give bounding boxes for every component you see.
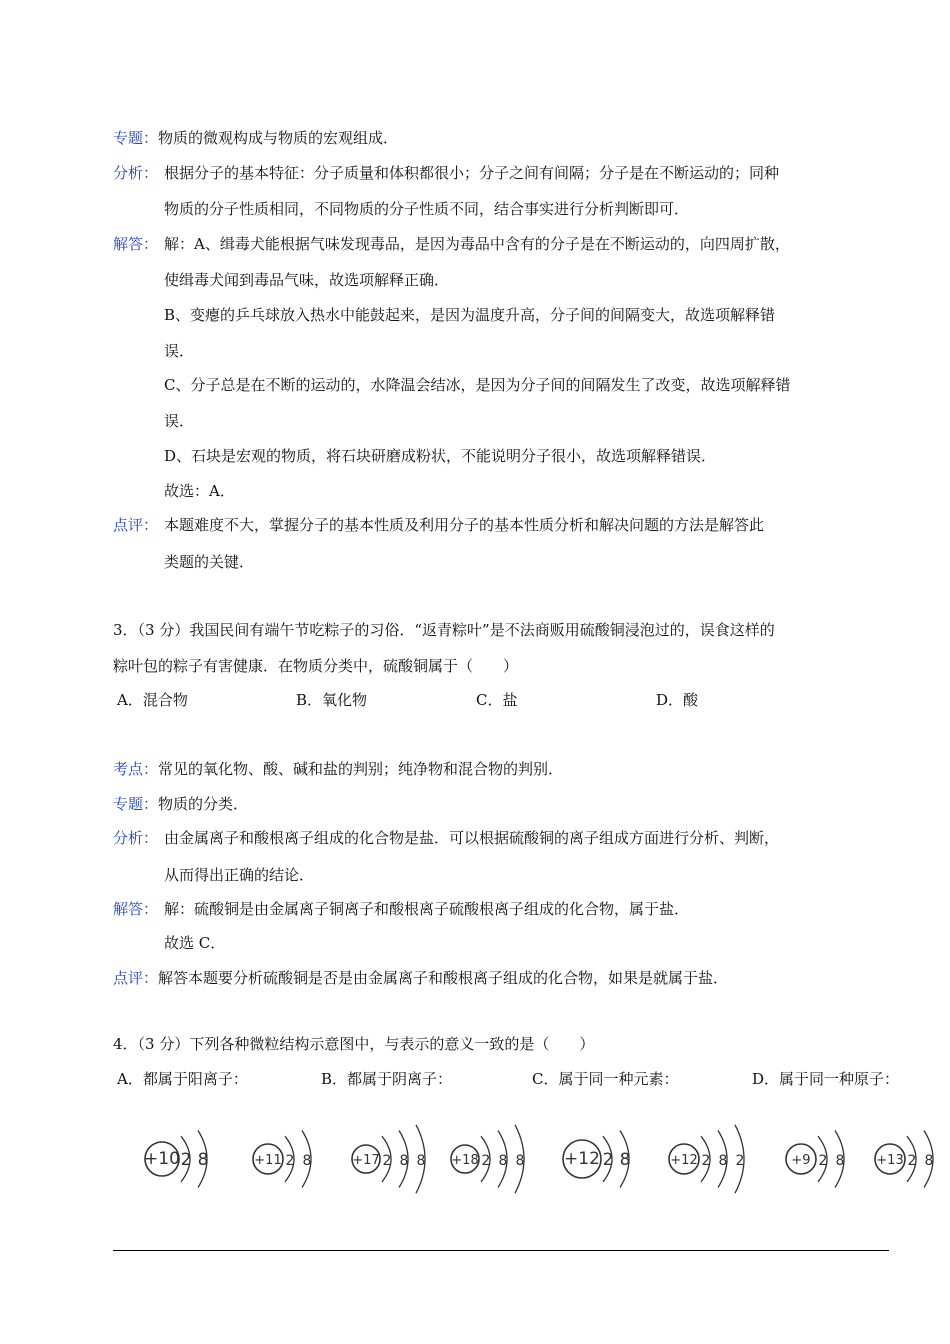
- q4-option-d: D．属于同一种原子：: [752, 1070, 900, 1088]
- answer-line: B、变瘪的乒乓球放入热水中能鼓起来，是因为温度升高，分子间的间隔变大，故选项解释错: [164, 306, 776, 324]
- q3-option-d: D．酸: [656, 691, 699, 709]
- q4-stem: 4．（3 分）下列各种微粒结构示意图中，与表示的意义一致的是（ ）: [113, 1035, 595, 1053]
- answer-line: 误．: [164, 412, 195, 430]
- nucleus-charge: +13: [876, 1153, 904, 1168]
- topic-text: 物质的微观构成与物质的宏观组成．: [158, 129, 399, 147]
- q3-stem-line: 3．（3 分）我国民间有端午节吃粽子的习俗．“返青粽叶”是不法商贩用硫酸铜浸泡过的，误食这样的: [113, 621, 775, 639]
- analysis-line: 根据分子的基本特征：分子质量和体积都很小；分子之间有间隔；分子是在不断运动的；同种: [164, 164, 780, 182]
- nucleus-charge: +12: [670, 1153, 698, 1168]
- comment-text: 解答本题要分析硫酸铜是否是由金属离子和酸根离子组成的化合物，如果是就属于盐．: [158, 969, 729, 987]
- q3-topic: [113, 794, 248, 814]
- electron-count: 2: [735, 1153, 745, 1169]
- analysis-line: 由金属离子和酸根离子组成的化合物是盐．可以根据硫酸铜的离子组成方面进行分析、判断，: [164, 829, 780, 847]
- electron-count: 2: [907, 1153, 917, 1169]
- nucleus-charge: +17: [352, 1153, 380, 1168]
- nucleus-charge: +9: [791, 1153, 811, 1168]
- point-text: 常见的氧化物、酸、碱和盐的判别；纯净物和混合物的判别．: [158, 760, 564, 778]
- nucleus-charge: +11: [254, 1153, 282, 1168]
- q3-option-a: A．混合物: [117, 691, 188, 709]
- q4-option-b: B．都属于阴离子：: [321, 1070, 453, 1088]
- topic-text: 物质的分类．: [158, 795, 249, 813]
- q4-option-c: C．属于同一种元素：: [532, 1070, 679, 1088]
- comment-line: 本题难度不大，掌握分子的基本性质及利用分子的基本性质分析和解决问题的方法是解答此: [164, 516, 765, 534]
- electron-count: 8: [416, 1153, 426, 1169]
- electron-count: 8: [924, 1153, 934, 1169]
- answer-line: C、分子总是在不断的运动的，水降温会结冰，是因为分子间的间隔发生了改变，故选项解释错: [164, 376, 791, 394]
- answer-line: 解：A、缉毒犬能根据气味发现毒品，是因为毒品中含有的分子是在不断运动的，向四周扩散，: [164, 235, 790, 253]
- answer-line: 使缉毒犬闻到毒品气味，故选项解释正确．: [164, 271, 450, 289]
- particle-diagram: [451, 1125, 524, 1193]
- analysis-label: 分析：: [113, 829, 159, 847]
- nucleus-charge: +18: [451, 1153, 479, 1168]
- electron-count: 8: [498, 1153, 508, 1169]
- particle-diagram: [253, 1131, 311, 1188]
- electron-count: 2: [481, 1153, 491, 1169]
- electron-count: 8: [197, 1150, 209, 1170]
- answer-line: 误．: [164, 342, 195, 360]
- particle-diagram: [786, 1131, 844, 1188]
- nucleus-charge: +12: [564, 1149, 600, 1169]
- answer-line: 解：硫酸铜是由金属离子铜离子和酸根离子硫酸根离子组成的化合物，属于盐．: [164, 900, 690, 918]
- analysis-line: 从而得出正确的结论．: [164, 866, 315, 884]
- q3-option-c: C．盐: [476, 691, 518, 709]
- answer-line: 故选：A．: [164, 482, 235, 500]
- particle-diagram: [875, 1131, 933, 1188]
- electron-count: 8: [835, 1153, 845, 1169]
- electron-count: 2: [180, 1150, 192, 1170]
- particle-diagram: [352, 1125, 425, 1193]
- electron-count: 8: [302, 1153, 312, 1169]
- q3-stem-line: 粽叶包的粽子有害健康．在物质分类中，硫酸铜属于（ ）: [113, 657, 519, 675]
- answer-label: 解答：: [113, 900, 159, 918]
- electron-count: 2: [701, 1153, 711, 1169]
- electron-count: 8: [515, 1153, 525, 1169]
- q3-point: [113, 759, 563, 779]
- nucleus-charge: +10: [144, 1149, 180, 1169]
- q3-option-b: B．氧化物: [296, 691, 368, 709]
- q2-topic: [113, 128, 398, 148]
- electron-count: 2: [285, 1153, 295, 1169]
- electron-count: 8: [399, 1153, 409, 1169]
- q4-option-a: A．都属于阳离子：: [117, 1070, 248, 1088]
- q3-comment: [113, 968, 728, 988]
- comment-label: 点评：: [113, 516, 159, 534]
- comment-line: 类题的关键．: [164, 553, 255, 571]
- electron-count: 8: [619, 1150, 631, 1170]
- particle-diagrams-svg: [140, 1124, 950, 1194]
- analysis-line: 物质的分子性质相同，不同物质的分子性质不同，结合事实进行分析判断即可．: [164, 200, 690, 218]
- particle-structure-diagrams: [140, 1124, 950, 1194]
- point-label: 考点：: [113, 760, 159, 778]
- electron-count: 2: [818, 1153, 828, 1169]
- particle-diagram: [144, 1131, 208, 1188]
- topic-label: 专题：: [113, 129, 159, 147]
- electron-count: 8: [718, 1153, 728, 1169]
- electron-count: 2: [602, 1150, 614, 1170]
- answer-line: 故选 C．: [164, 934, 226, 952]
- answer-label: 解答：: [113, 235, 159, 253]
- page-footer-rule: [113, 1250, 889, 1251]
- analysis-label: 分析：: [113, 164, 159, 182]
- topic-label: 专题：: [113, 795, 159, 813]
- particle-diagram: [669, 1125, 744, 1193]
- electron-count: 2: [382, 1153, 392, 1169]
- particle-diagram: [563, 1131, 630, 1188]
- comment-label: 点评：: [113, 969, 159, 987]
- answer-line: D、石块是宏观的物质，将石块研磨成粉状，不能说明分子很小，故选项解释错误．: [164, 447, 717, 465]
